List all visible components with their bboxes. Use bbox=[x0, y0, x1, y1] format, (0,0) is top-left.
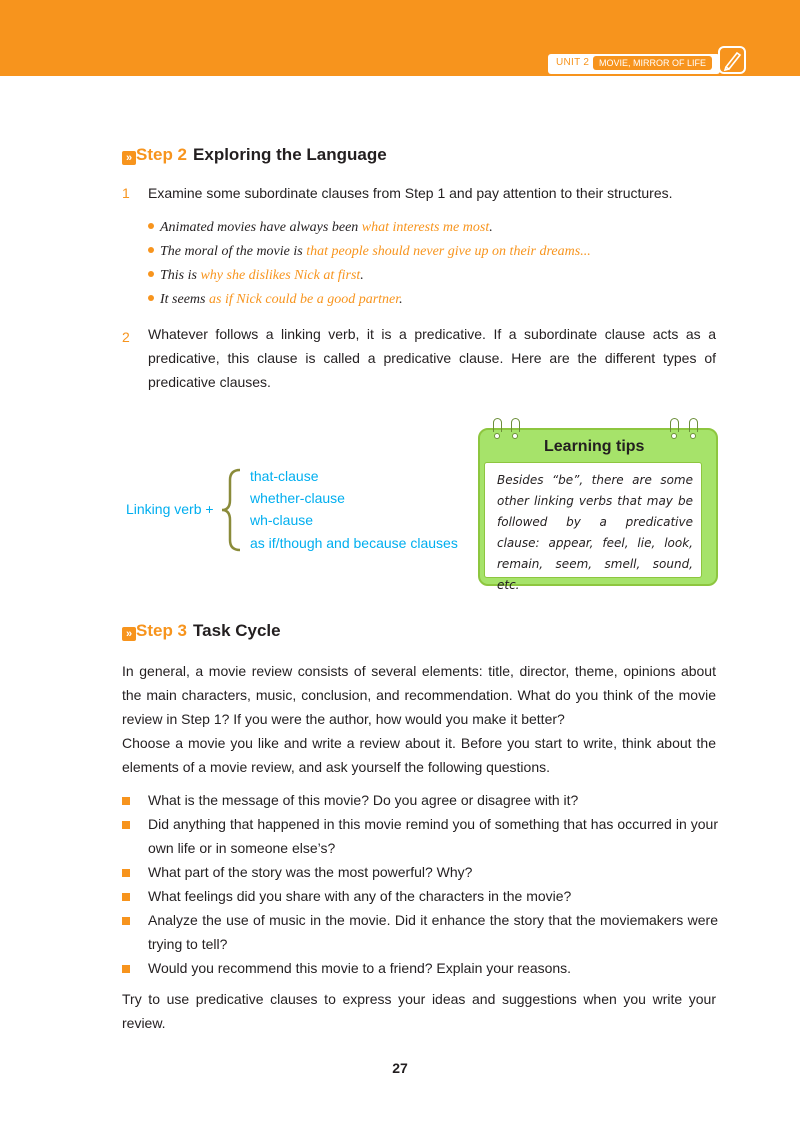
step3-title: Task Cycle bbox=[193, 621, 281, 640]
linking-verb-label: Linking verb + bbox=[126, 501, 214, 517]
double-chevron-icon: » bbox=[122, 627, 136, 641]
step2-heading bbox=[122, 145, 387, 165]
step3-intro-2: Choose a movie you like and write a review about it. Before you start to write, think about the elements of a movie review, and ask yourself the following questions. bbox=[122, 735, 716, 775]
bullet-dot-icon bbox=[148, 223, 154, 229]
step3-label: Step 3 bbox=[136, 621, 188, 640]
clause-type: that-clause bbox=[250, 468, 319, 484]
item1-text: Examine some subordinate clauses from Step 1 and pay attention to their structures. bbox=[148, 185, 673, 201]
square-bullet-icon bbox=[122, 917, 130, 925]
bullet-dot-icon bbox=[148, 247, 154, 253]
example-item: The moral of the movie is that people should never give up on their dreams... bbox=[148, 240, 708, 264]
question-item: What feelings did you share with any of the characters in the movie? bbox=[122, 884, 718, 908]
step3-closing: Try to use predicative clauses to express your ideas and suggestions when you write your review. bbox=[122, 991, 716, 1031]
unit-title: MOVIE, MIRROR OF LIFE bbox=[593, 56, 712, 70]
curly-brace-icon bbox=[218, 468, 244, 552]
square-bullet-icon bbox=[122, 821, 130, 829]
example-item: This is why she dislikes Nick at first. bbox=[148, 264, 708, 288]
clause-type: whether-clause bbox=[250, 490, 345, 506]
square-bullet-icon bbox=[122, 965, 130, 973]
square-bullet-icon bbox=[122, 893, 130, 901]
ring-icon bbox=[511, 418, 520, 432]
hole-icon bbox=[671, 433, 677, 439]
learning-tips-text: Besides “be”, there are some other linking verbs that may be followed by a predicative clause: appear, feel, lie, look, remain, seem, smell, sound, etc. bbox=[497, 473, 693, 592]
square-bullet-icon bbox=[122, 869, 130, 877]
double-chevron-icon: » bbox=[122, 151, 136, 165]
unit-label: UNIT 2 bbox=[556, 57, 590, 68]
example-list bbox=[148, 216, 708, 312]
example-item: It seems as if Nick could be a good partner. bbox=[148, 288, 708, 312]
ring-icon bbox=[493, 418, 502, 432]
step3-heading bbox=[122, 621, 281, 641]
bullet-dot-icon bbox=[148, 271, 154, 277]
clause-type: wh-clause bbox=[250, 512, 314, 528]
clause-type: as if/though and because clauses bbox=[250, 535, 458, 551]
pen-icon bbox=[718, 46, 746, 74]
question-item: Analyze the use of music in the movie. Did it enhance the story that the moviemakers were trying to tell? bbox=[122, 908, 718, 956]
learning-tips-title: Learning tips bbox=[544, 438, 645, 455]
ring-icon bbox=[670, 418, 679, 432]
page-number: 27 bbox=[392, 1060, 408, 1076]
ring-icon bbox=[689, 418, 698, 432]
question-item: Would you recommend this movie to a friend? Explain your reasons. bbox=[122, 956, 718, 980]
bullet-dot-icon bbox=[148, 295, 154, 301]
step2-label: Step 2 bbox=[136, 145, 188, 164]
hole-icon bbox=[512, 433, 518, 439]
question-item: What part of the story was the most powerful? Why? bbox=[122, 860, 718, 884]
example-item: Animated movies have always been what interests me most. bbox=[148, 216, 708, 240]
hole-icon bbox=[690, 433, 696, 439]
question-item: What is the message of this movie? Do you agree or disagree with it? bbox=[122, 788, 718, 812]
item-number: 1 bbox=[122, 185, 130, 201]
step2-title: Exploring the Language bbox=[193, 145, 387, 164]
question-item: Did anything that happened in this movie remind you of something that has occurred in your own life or in someone else’s? bbox=[122, 812, 718, 860]
item-number: 2 bbox=[122, 329, 130, 345]
square-bullet-icon bbox=[122, 797, 130, 805]
item2-text: Whatever follows a linking verb, it is a predicative. If a subordinate clause acts as a predicative, this clause is called a predicative clause. Here are the different types of predicative clauses. bbox=[148, 326, 716, 390]
hole-icon bbox=[494, 433, 500, 439]
step3-intro-1: In general, a movie review consists of several elements: title, director, theme, opinions about the main characters, music, conclusion, and recommendation. What do you think of the movie review in Step 1? If you were the author, how would you make it better? bbox=[122, 663, 716, 727]
question-list bbox=[122, 788, 718, 980]
